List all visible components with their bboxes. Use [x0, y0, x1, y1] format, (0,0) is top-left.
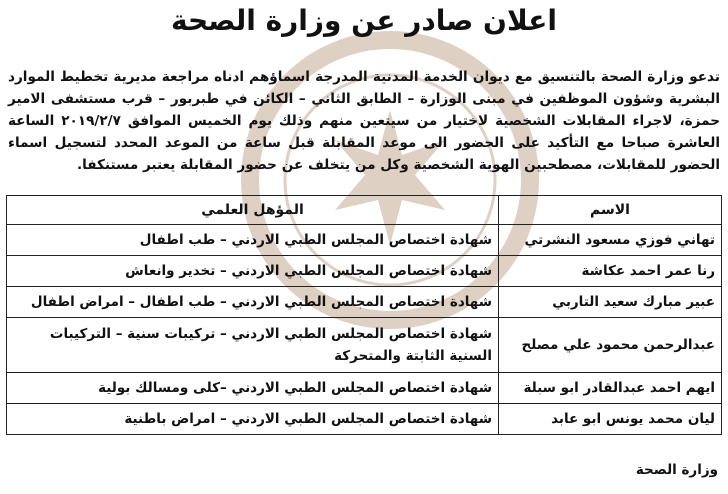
candidate-name: رنا عمر احمد عكاشة [499, 256, 722, 287]
table-row [7, 287, 722, 318]
announcement-body [8, 66, 720, 176]
candidate-name: ليان محمد يونس ابو عابد [499, 404, 722, 435]
candidate-qualification: شهادة اختصاص المجلس الطبي الاردني – طب اطفال [7, 225, 499, 256]
candidate-name: تهاني فوزي مسعود النشرتي [499, 225, 722, 256]
table-row [7, 404, 722, 435]
candidate-qualification: شهادة اختصاص المجلس الطبي الاردني – تركيبات سنية – التركيبات السنية الثابتة والمتحركة [7, 318, 499, 373]
candidate-name: عبير مبارك سعيد التاربي [499, 287, 722, 318]
candidates-table [6, 195, 722, 435]
name-column-header: الاسم [499, 196, 722, 225]
announcement-title: اعلان صادر عن وزارة الصحة [171, 4, 557, 37]
candidate-name: ايهم احمد عبدالقادر ابو سبلة [499, 373, 722, 404]
table-row [7, 256, 722, 287]
footer-signature: وزارة الصحة [635, 462, 718, 478]
table-row [7, 225, 722, 256]
candidate-qualification: شهادة اختصاص المجلس الطبي الاردني – تخدير وانعاش [7, 256, 499, 287]
announcement-paragraph: تدعو وزارة الصحة بالتنسيق مع ديوان الخدمة المدنية المدرجة اسماؤهم ادناه مراجعة مديرية تخطيط الموارد البشرية وشؤون الموظفين في مبنى الوزارة – الطابق الثاني – الكائن في طبربور – قرب مستشفى الامير حمزة، لاجراء المقابلات الشخصية لاختيار من سيتعين منهم وذلك يوم الخميس الموافق ٢٠١٩/٢/٧ الساعة العاشرة صباحا مع التأكيد على الحضور الى موعد المقابلة قبل ساعة من الموعد المحدد لتسجيل اسماء الحضور للمقابلات، مصطحبين الهوية الشخصية وكل من يتخلف عن حضور المقابلة يعتبر مستنكفا. [8, 69, 721, 173]
table-row [7, 318, 722, 373]
table-header-row [7, 196, 722, 225]
candidate-qualification: شهادة اختصاص المجلس الطبي الاردني – طب اطفال – امراض اطفال [7, 287, 499, 318]
qualification-column-header: المؤهل العلمي [7, 196, 499, 225]
candidate-qualification: شهادة اختصاص المجلس الطبي الاردني –كلى ومسالك بولية [7, 373, 499, 404]
table-row [7, 373, 722, 404]
candidate-name: عبدالرحمن محمود علي مصلح [499, 318, 722, 373]
candidate-qualification: شهادة اختصاص المجلس الطبي الاردني – امراض باطنية [7, 404, 499, 435]
